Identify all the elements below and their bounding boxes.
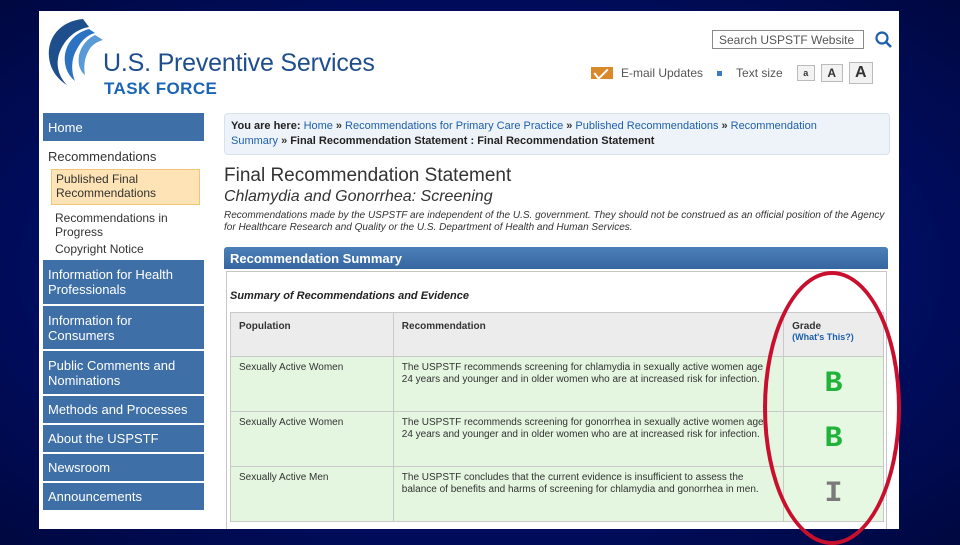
recommendation-cell: The USPSTF recommends screening for chlamydia in sexually active women age 24 years and younger and in older women who are at increased risk for infection. <box>393 357 783 412</box>
sidebar-item-home[interactable]: Home <box>43 113 204 143</box>
text-size-small-button[interactable]: a <box>797 65 815 81</box>
sidebar-item-health-professionals[interactable]: Information for Health Professionals <box>43 260 204 306</box>
page-subtitle: Chlamydia and Gonorrhea: Screening <box>224 188 493 205</box>
sidebar-item-newsroom[interactable]: Newsroom <box>43 454 204 483</box>
breadcrumb-link-recommendations[interactable]: Recommendations for Primary Care Practice <box>345 120 564 132</box>
org-subtitle[interactable]: TASK FORCE <box>104 79 218 98</box>
whats-this-link[interactable]: (What's This?) <box>792 332 854 342</box>
org-name[interactable]: U.S. Preventive Services <box>103 49 375 77</box>
sidebar-item-consumers[interactable]: Information for Consumers <box>43 306 204 351</box>
text-size-medium-button[interactable]: A <box>821 64 843 82</box>
breadcrumb-current: Final Recommendation Statement : Final Recommendation Statement <box>290 135 655 147</box>
grade-cell: I <box>784 467 884 522</box>
sidebar-subitem-published[interactable]: Published Final Recommendations <box>51 169 200 205</box>
breadcrumb-link-published[interactable]: Published Recommendations <box>575 120 719 132</box>
col-header-population: Population <box>231 313 394 357</box>
summary-bar: Recommendation Summary <box>224 247 888 269</box>
sidebar-subitem-in-progress[interactable]: Recommendations in Progress <box>55 211 168 239</box>
breadcrumb: You are here: Home » Recommendations for Primary Care Practice » Published Recommendations » Recommendation Summary » Final Recommendation Statement : Final Recommendation Statement <box>224 113 890 155</box>
text-size-large-button[interactable]: A <box>849 62 873 84</box>
population-cell: Sexually Active Women <box>231 412 394 467</box>
text-size-label: Text size <box>736 66 783 80</box>
search-icon[interactable] <box>874 30 894 50</box>
recommendation-cell: The USPSTF concludes that the current evidence is insufficient to assess the balance of benefits and harms of screening for chlamydia and gonorrhea in men. <box>393 467 783 522</box>
col-header-recommendation: Recommendation <box>393 313 783 357</box>
sidebar-item-recommendations[interactable]: Recommendations <box>48 148 157 164</box>
disclaimer-text: Recommendations made by the USPSTF are independent of the U.S. government. They should not be construed as an official position of the Agency for Healthcare Research and Quality or the U.S. Department of Health and Human Services. <box>224 210 885 233</box>
grade-cell: B <box>784 412 884 467</box>
population-cell: Sexually Active Men <box>231 467 394 522</box>
population-cell: Sexually Active Women <box>231 357 394 412</box>
sidebar-item-public-comments[interactable]: Public Comments and Nominations <box>43 351 204 396</box>
sidebar-item-methods[interactable]: Methods and Processes <box>43 396 204 425</box>
grade-cell: B <box>784 357 884 412</box>
search-input[interactable] <box>712 30 864 49</box>
uspstf-logo-icon[interactable] <box>43 15 109 87</box>
sidebar-item-about[interactable]: About the USPSTF <box>43 425 204 454</box>
recommendation-cell: The USPSTF recommends screening for gonorrhea in sexually active women age 24 years and younger and in older women who are at increased risk for infection. <box>393 412 783 467</box>
summary-heading: Summary of Recommendations and Evidence <box>230 290 470 302</box>
email-icon[interactable] <box>591 67 613 79</box>
breadcrumb-link-summary[interactable]: Recommendation Summary <box>231 120 817 147</box>
separator-bullet <box>717 71 722 76</box>
sidebar-item-announcements[interactable]: Announcements <box>43 483 204 512</box>
page-title: Final Recommendation Statement <box>224 165 512 186</box>
utility-bar <box>591 64 873 82</box>
breadcrumb-prefix: You are here: <box>231 120 301 132</box>
email-updates-link[interactable]: E-mail Updates <box>621 66 704 80</box>
sidebar-subitem-copyright[interactable]: Copyright Notice <box>55 242 144 256</box>
breadcrumb-link-home[interactable]: Home <box>303 120 333 132</box>
sidebar-nav <box>43 113 204 512</box>
grade-header-label: Grade <box>792 321 822 332</box>
highlight-oval <box>763 271 901 545</box>
